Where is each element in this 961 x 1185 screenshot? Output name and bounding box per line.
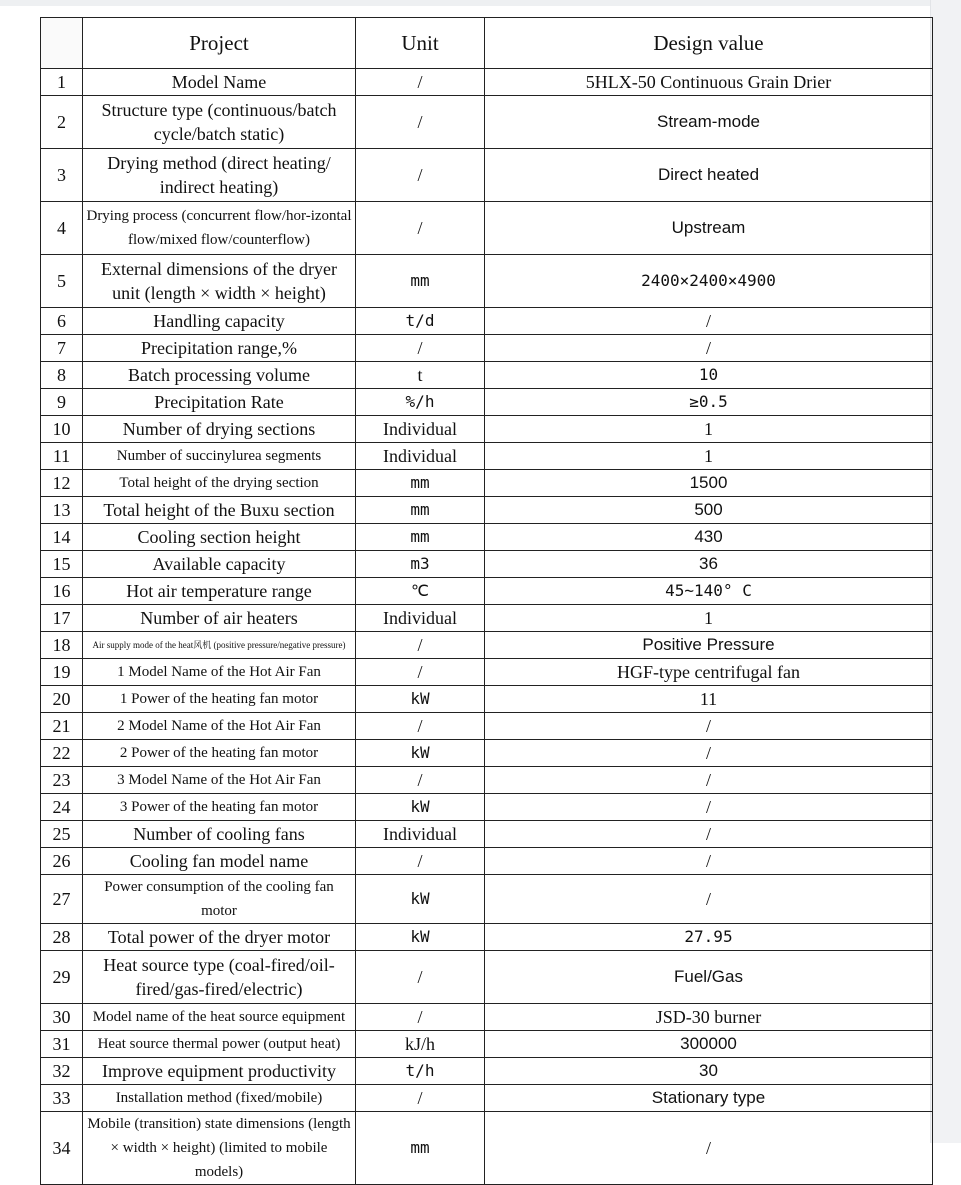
row-number: 16	[41, 578, 83, 605]
table-row	[41, 96, 933, 149]
row-project: Total height of the Buxu section	[83, 497, 356, 524]
row-project: 2 Model Name of the Hot Air Fan	[83, 713, 356, 740]
table-row	[41, 875, 933, 924]
table-row	[41, 578, 933, 605]
row-number: 26	[41, 848, 83, 875]
row-value: Stream-mode	[485, 96, 933, 149]
row-number: 10	[41, 416, 83, 443]
row-project: Improve equipment productivity	[83, 1058, 356, 1085]
row-number: 19	[41, 659, 83, 686]
table-row	[41, 1031, 933, 1058]
row-value: 1	[485, 416, 933, 443]
table-row	[41, 1004, 933, 1031]
row-project: 2 Power of the heating fan motor	[83, 740, 356, 767]
spec-table	[40, 17, 933, 1185]
row-unit: kW	[356, 924, 485, 951]
header-unit: Unit	[356, 18, 485, 69]
row-unit: t/d	[356, 308, 485, 335]
table-row	[41, 389, 933, 416]
row-number: 32	[41, 1058, 83, 1085]
row-number: 34	[41, 1112, 83, 1185]
row-value: /	[485, 1112, 933, 1185]
row-value: 300000	[485, 1031, 933, 1058]
row-project: Cooling fan model name	[83, 848, 356, 875]
row-unit: /	[356, 848, 485, 875]
row-unit: kJ/h	[356, 1031, 485, 1058]
table-row	[41, 497, 933, 524]
right-scroll-panel[interactable]	[930, 0, 961, 1143]
row-project: 3 Power of the heating fan motor	[83, 794, 356, 821]
row-number: 1	[41, 69, 83, 96]
row-value: /	[485, 875, 933, 924]
table-row	[41, 1085, 933, 1112]
row-number: 29	[41, 951, 83, 1004]
header-num	[41, 18, 83, 69]
row-unit: mm	[356, 255, 485, 308]
row-unit: Individual	[356, 821, 485, 848]
table-row	[41, 605, 933, 632]
row-unit: kW	[356, 875, 485, 924]
row-project: Cooling section height	[83, 524, 356, 551]
table-row	[41, 1058, 933, 1085]
top-bar	[0, 0, 961, 6]
table-row	[41, 149, 933, 202]
row-value: ≥0.5	[485, 389, 933, 416]
table-row	[41, 524, 933, 551]
table-row	[41, 335, 933, 362]
row-value: JSD-30 burner	[485, 1004, 933, 1031]
row-unit: mm	[356, 1112, 485, 1185]
row-project: Model Name	[83, 69, 356, 96]
row-value: 1	[485, 605, 933, 632]
row-project: Power consumption of the cooling fan motor	[83, 875, 356, 924]
row-project: Structure type (continuous/batch cycle/batch static)	[83, 96, 356, 149]
row-number: 13	[41, 497, 83, 524]
row-unit: /	[356, 1004, 485, 1031]
row-value: 45~140° C	[485, 578, 933, 605]
row-value: 30	[485, 1058, 933, 1085]
row-unit: /	[356, 69, 485, 96]
row-value: /	[485, 335, 933, 362]
row-unit: mm	[356, 470, 485, 497]
row-value: 2400×2400×4900	[485, 255, 933, 308]
table-row	[41, 470, 933, 497]
row-number: 22	[41, 740, 83, 767]
row-number: 17	[41, 605, 83, 632]
table-row	[41, 951, 933, 1004]
row-number: 25	[41, 821, 83, 848]
row-unit: /	[356, 149, 485, 202]
row-number: 3	[41, 149, 83, 202]
row-value: HGF-type centrifugal fan	[485, 659, 933, 686]
row-unit: mm	[356, 497, 485, 524]
table-row	[41, 551, 933, 578]
table-row	[41, 767, 933, 794]
row-number: 6	[41, 308, 83, 335]
row-project: Air supply mode of the heat风机 (positive pressure/negative pressure)	[83, 632, 356, 659]
row-number: 9	[41, 389, 83, 416]
row-unit: /	[356, 96, 485, 149]
row-value: 36	[485, 551, 933, 578]
row-unit: /	[356, 659, 485, 686]
row-value: Direct heated	[485, 149, 933, 202]
row-project: Installation method (fixed/mobile)	[83, 1085, 356, 1112]
table-row	[41, 713, 933, 740]
row-value: Upstream	[485, 202, 933, 255]
row-value: 430	[485, 524, 933, 551]
row-unit: /	[356, 1085, 485, 1112]
header-row	[41, 18, 933, 69]
row-unit: /	[356, 767, 485, 794]
row-unit: /	[356, 713, 485, 740]
row-value: /	[485, 713, 933, 740]
table-row	[41, 308, 933, 335]
row-project: Precipitation range,%	[83, 335, 356, 362]
row-project: 3 Model Name of the Hot Air Fan	[83, 767, 356, 794]
row-number: 5	[41, 255, 83, 308]
row-project: Hot air temperature range	[83, 578, 356, 605]
row-number: 15	[41, 551, 83, 578]
row-unit: /	[356, 632, 485, 659]
row-unit: t	[356, 362, 485, 389]
row-project: Number of drying sections	[83, 416, 356, 443]
row-value: /	[485, 767, 933, 794]
row-value: 27.95	[485, 924, 933, 951]
row-value: 1	[485, 443, 933, 470]
row-project: External dimensions of the dryer unit (length × width × height)	[83, 255, 356, 308]
row-number: 2	[41, 96, 83, 149]
table-row	[41, 632, 933, 659]
row-number: 24	[41, 794, 83, 821]
row-value: Positive Pressure	[485, 632, 933, 659]
row-number: 4	[41, 202, 83, 255]
row-unit: /	[356, 335, 485, 362]
row-number: 11	[41, 443, 83, 470]
row-unit: %/h	[356, 389, 485, 416]
row-value: Fuel/Gas	[485, 951, 933, 1004]
row-number: 8	[41, 362, 83, 389]
row-unit: t/h	[356, 1058, 485, 1085]
row-value: /	[485, 740, 933, 767]
row-number: 27	[41, 875, 83, 924]
row-value: /	[485, 794, 933, 821]
row-unit: Individual	[356, 416, 485, 443]
row-value: 1500	[485, 470, 933, 497]
row-value: 500	[485, 497, 933, 524]
row-project: Batch processing volume	[83, 362, 356, 389]
table-row	[41, 686, 933, 713]
table-row	[41, 821, 933, 848]
row-project: Total height of the drying section	[83, 470, 356, 497]
row-number: 12	[41, 470, 83, 497]
row-project: Drying process (concurrent flow/hor-izontal flow/mixed flow/counterflow)	[83, 202, 356, 255]
row-value: /	[485, 821, 933, 848]
row-value: 11	[485, 686, 933, 713]
row-value: 10	[485, 362, 933, 389]
row-project: Model name of the heat source equipment	[83, 1004, 356, 1031]
row-number: 28	[41, 924, 83, 951]
table-row	[41, 362, 933, 389]
header-project: Project	[83, 18, 356, 69]
row-number: 18	[41, 632, 83, 659]
row-project: 1 Model Name of the Hot Air Fan	[83, 659, 356, 686]
row-project: Number of air heaters	[83, 605, 356, 632]
row-unit: kW	[356, 740, 485, 767]
row-unit: m3	[356, 551, 485, 578]
table-row	[41, 794, 933, 821]
table-row	[41, 924, 933, 951]
row-project: Heat source type (coal-fired/oil-fired/gas-fired/electric)	[83, 951, 356, 1004]
row-project: Number of succinylurea segments	[83, 443, 356, 470]
row-value: /	[485, 308, 933, 335]
table-row	[41, 1112, 933, 1185]
table-row	[41, 255, 933, 308]
row-unit: /	[356, 202, 485, 255]
row-project: Mobile (transition) state dimensions (length × width × height) (limited to mobile models)	[83, 1112, 356, 1185]
row-unit: kW	[356, 794, 485, 821]
row-number: 21	[41, 713, 83, 740]
row-project: Number of cooling fans	[83, 821, 356, 848]
row-value: 5HLX-50 Continuous Grain Drier	[485, 69, 933, 96]
row-project: 1 Power of the heating fan motor	[83, 686, 356, 713]
row-unit: /	[356, 951, 485, 1004]
row-number: 20	[41, 686, 83, 713]
row-unit: kW	[356, 686, 485, 713]
row-number: 23	[41, 767, 83, 794]
table-row	[41, 659, 933, 686]
row-unit: Individual	[356, 443, 485, 470]
table-row	[41, 848, 933, 875]
table-row	[41, 416, 933, 443]
row-number: 31	[41, 1031, 83, 1058]
row-value: Stationary type	[485, 1085, 933, 1112]
row-project: Heat source thermal power (output heat)	[83, 1031, 356, 1058]
table-row	[41, 69, 933, 96]
row-number: 30	[41, 1004, 83, 1031]
table-row	[41, 740, 933, 767]
header-design-value: Design value	[485, 18, 933, 69]
row-project: Drying method (direct heating/ indirect heating)	[83, 149, 356, 202]
row-project: Available capacity	[83, 551, 356, 578]
row-project: Total power of the dryer motor	[83, 924, 356, 951]
table-row	[41, 443, 933, 470]
row-unit: Individual	[356, 605, 485, 632]
row-value: /	[485, 848, 933, 875]
row-unit: mm	[356, 524, 485, 551]
row-unit: ℃	[356, 578, 485, 605]
row-project: Precipitation Rate	[83, 389, 356, 416]
row-number: 33	[41, 1085, 83, 1112]
row-project: Handling capacity	[83, 308, 356, 335]
row-number: 14	[41, 524, 83, 551]
table-row	[41, 202, 933, 255]
row-number: 7	[41, 335, 83, 362]
spec-table-container	[40, 17, 932, 1185]
